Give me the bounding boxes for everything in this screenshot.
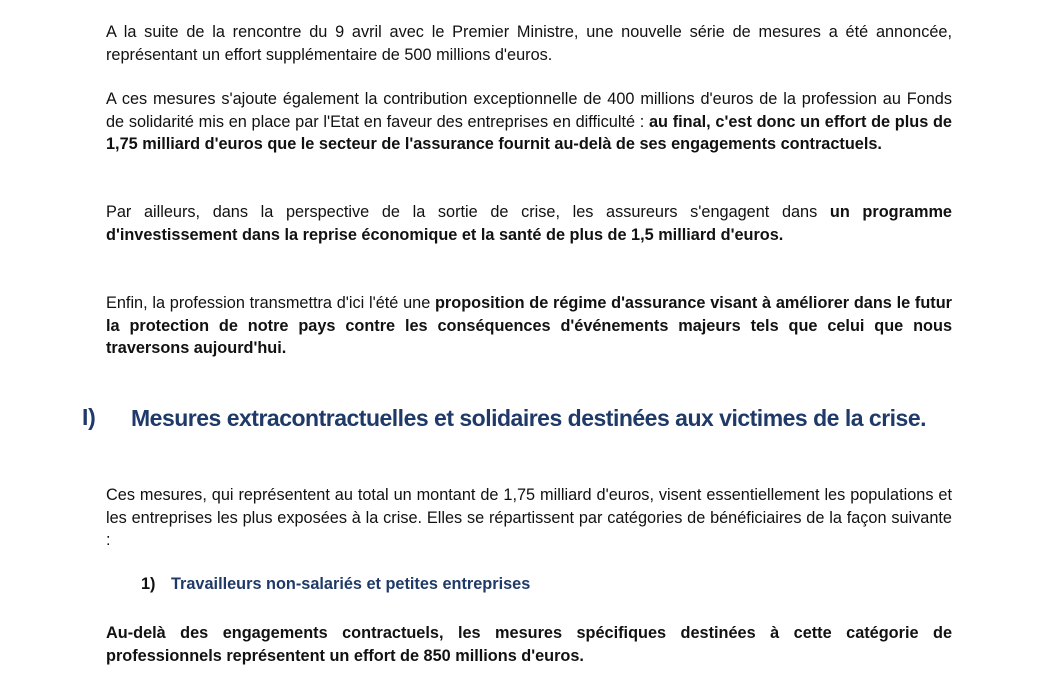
paragraph-proposal-text: Enfin, la profession transmettra d'ici l'été une xyxy=(106,294,435,312)
paragraph-contribution-emphasis: au final, c'est donc un effort de plus de 1,75 milliard d'euros que le secteur de l'assurance fournit au-delà de ses engagements contractuels. xyxy=(106,112,952,153)
paragraph-announcement: A la suite de la rencontre du 9 avril avec le Premier Ministre, une nouvelle série de mesures a été annoncée, représentant un effort supplémentaire de 500 millions d'euros. xyxy=(106,23,952,64)
paragraph-proposal xyxy=(106,292,952,360)
section-number: I) xyxy=(82,404,96,430)
paragraph-investment xyxy=(106,201,952,246)
paragraph-contribution xyxy=(106,88,952,156)
paragraph-investment-emphasis: un programme d'investissement dans la reprise économique et la santé de plus de 1,5 milliard d'euros. xyxy=(106,203,952,244)
paragraph-proposal-emphasis: proposition de régime d'assurance visant à améliorer dans le futur la protection de notre pays contre les conséquences d'événements majeurs tels que celui que nous traversons aujourd'hui. xyxy=(106,294,952,357)
paragraph-contribution-text: A ces mesures s'ajoute également la contribution exceptionnelle de 400 millions d'euros de la profession au Fonds de solidarité mis en place par l'Etat en faveur des entreprises en difficulté : xyxy=(106,90,952,131)
subsection-title: Travailleurs non-salariés et petites entreprises xyxy=(171,575,531,593)
paragraph-specific-measures: Au-delà des engagements contractuels, les mesures spécifiques destinées à cette catégorie de professionnels représentent un effort de 850 millions d'euros. xyxy=(106,624,952,665)
paragraph-measures-overview: Ces mesures, qui représentent au total un montant de 1,75 milliard d'euros, visent essentiellement les populations et les entreprises les plus exposées à la crise. Elles se répartissent par catégories de bénéficiaires de la façon suivante : xyxy=(106,486,952,549)
paragraph-investment-text: Par ailleurs, dans la perspective de la sortie de crise, les assureurs s'engagent dans xyxy=(106,203,830,221)
section-title: Mesures extracontractuelles et solidaires destinées aux victimes de la crise. xyxy=(131,405,927,431)
subsection-number: 1) xyxy=(141,575,156,593)
